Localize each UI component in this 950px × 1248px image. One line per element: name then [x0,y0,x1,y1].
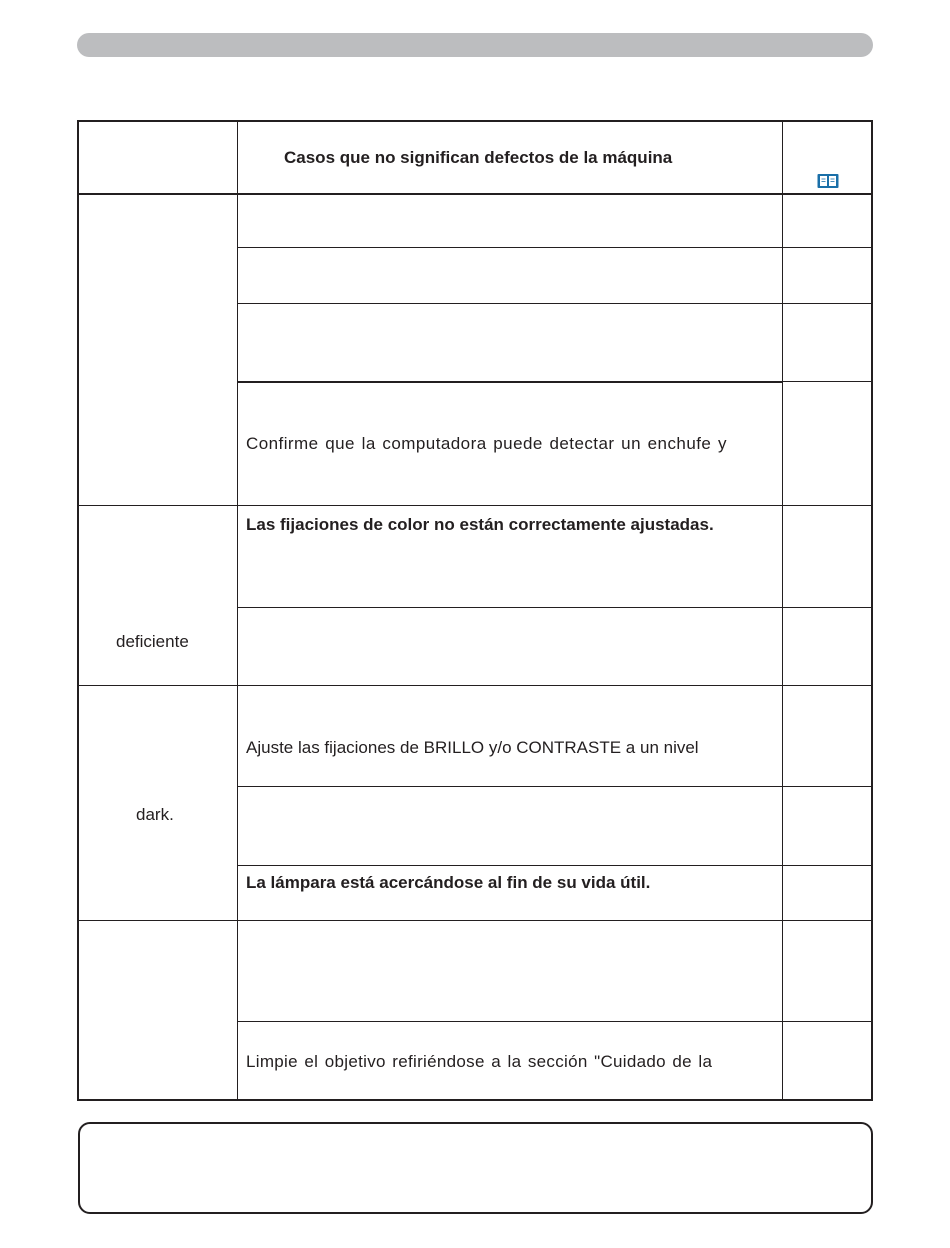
group-separator [79,505,871,506]
row-text: La lámpara está acercándose al fin de su vida útil. [246,873,651,892]
header-bar [77,33,873,57]
column-divider-1 [237,122,238,1099]
group-separator [79,685,871,686]
row-text: Ajuste las fijaciones de BRILLO y/o CONTRASTE a un nivel [246,738,699,757]
column-title: Casos que no significan defectos de la máquina [284,148,673,167]
row-text: Las fijaciones de color no están correctamente ajustadas. [246,515,714,534]
header-separator [79,193,871,195]
row-separator [237,381,782,383]
group-label: dark. [136,805,174,824]
column-divider-2 [782,122,783,1099]
row-text: Confirme que la computadora puede detectar un enchufe y [246,434,727,453]
note-box [78,1122,873,1214]
row-separator [237,303,871,304]
group-separator [79,920,871,921]
row-text: Limpie el objetivo refiriéndose a la sección "Cuidado de la [246,1052,713,1071]
group-label: deficiente [116,632,189,651]
book-icon [817,173,839,189]
row-separator [782,381,871,382]
row-separator [237,607,871,608]
row-separator [237,247,871,248]
row-separator [237,1021,871,1022]
row-separator [237,786,871,787]
row-separator [237,865,871,866]
troubleshooting-table [77,120,873,1101]
